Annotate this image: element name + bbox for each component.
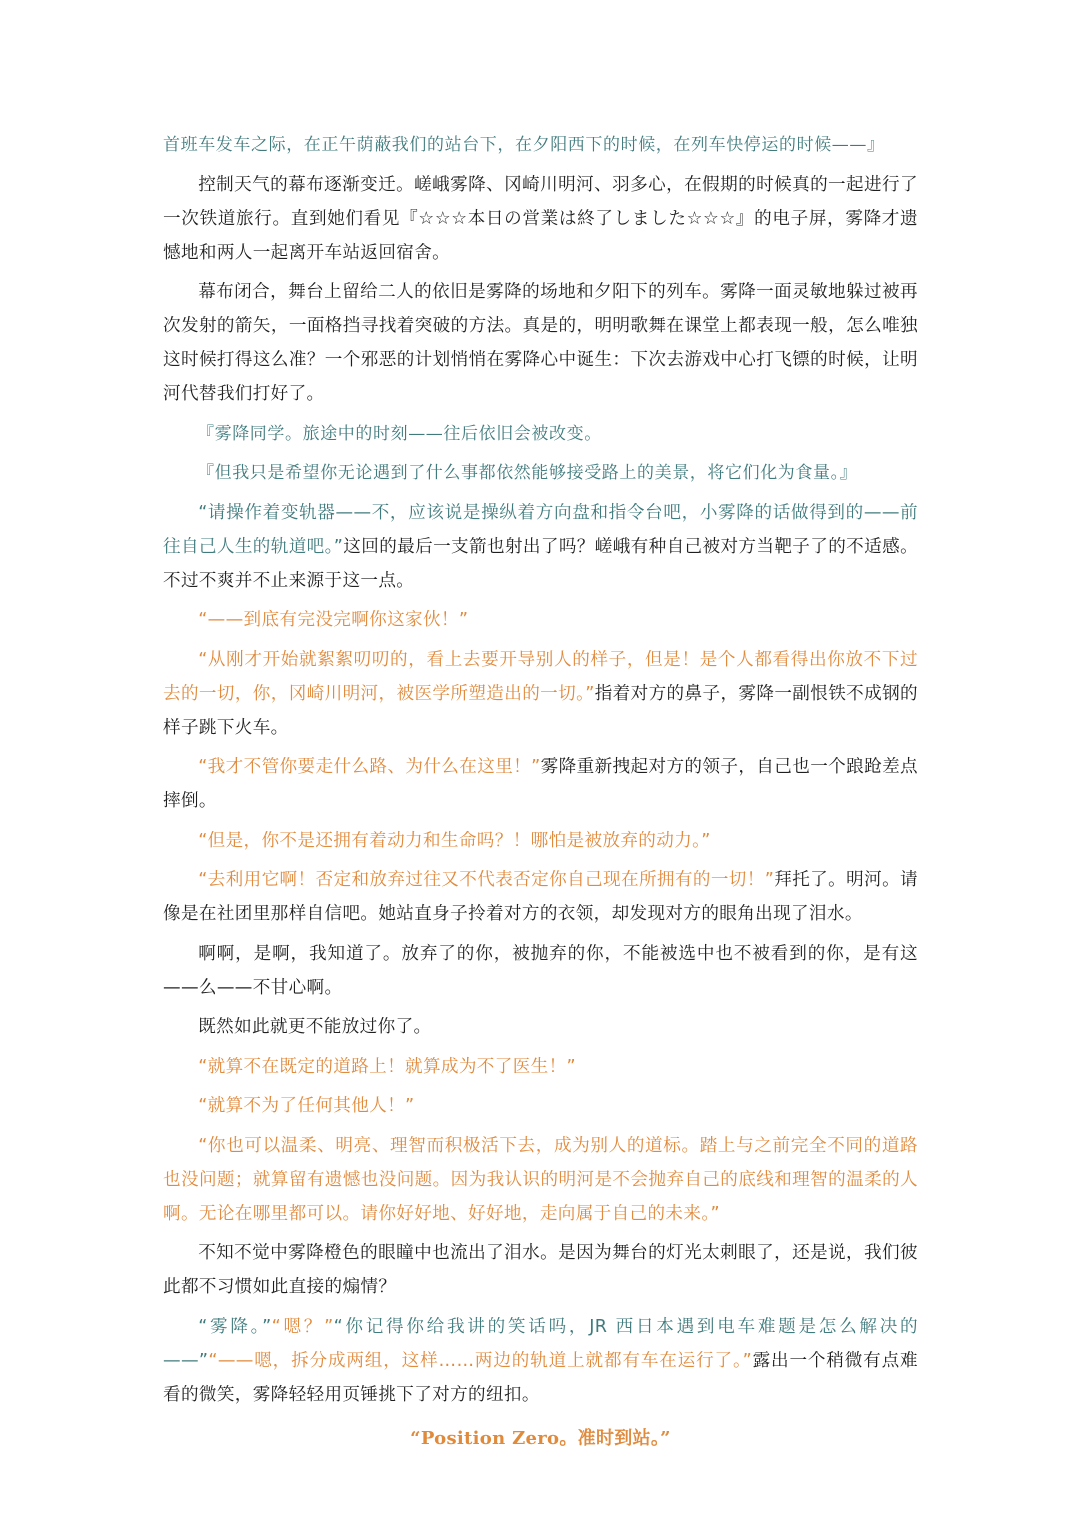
dialogue-text: “——到底有完没完啊你这家伙！” — [198, 610, 469, 630]
closing-line: “Position Zero。准时到站。” — [410, 1427, 671, 1449]
narration-text: 露出一个稍微有点难看的微笑，雾降轻轻用页锤挑下了对方的纽扣。 — [163, 1350, 918, 1405]
dialogue-text: “从刚才开始就絮絮叨叨的，看上去要开导别人的样子，但是！是个人都看得出你放不下过去的一切，你，冈崎川明河，被医学所塑造出的一切。” — [163, 649, 918, 704]
paragraph — [163, 1089, 918, 1123]
narration-text: 幕布闭合，舞台上留给二人的依旧是雾降的场地和夕阳下的列车。雾降一面灵敏地躲过被再次发射的箭矢，一面格挡寻找着突破的方法。真是的，明明歌舞在课堂上都表现一般，怎么唯独这时候打得这么准？一个邪恶的计划悄悄在雾降心中诞生：下次去游戏中心打飞镖的时候，让明河代替我们打好了。 — [163, 282, 918, 404]
body-text — [163, 128, 918, 1412]
dialogue-text: 『雾降同学。旅途中的时刻——往后依旧会被改变。 — [197, 423, 602, 444]
dialogue-text: “你也可以温柔、明亮、理智而积极活下去，成为别人的道标。踏上与之前完全不同的道路也没问题；就算留有遗憾也没问题。因为我认识的明河是不会抛弃自己的底线和理智的温柔的人啊。无论在哪里都可以。请你好好地、好好地，走向属于自己的未来。” — [163, 1135, 918, 1224]
narration-text: 雾降重新拽起对方的领子，自己也一个踉跄差点摔倒。 — [163, 757, 919, 811]
dialogue-text: “请操作着变轨器——不，应该说是操纵着方向盘和指令台吧，小雾降的话做得到的——前往自己人生的轨道吧。” — [163, 502, 918, 557]
narration-text: 控制天气的幕布逐渐变迁。嵯峨雾降、冈崎川明河、羽多心，在假期的时候真的一起进行了一次铁道旅行。直到她们看见『☆☆☆本日の営業は終了しました☆☆☆』的电子屏，雾降才遗憾地和两人一起离开车站返回宿舍。 — [163, 174, 918, 263]
paragraph — [163, 168, 918, 270]
narration-text: 指着对方的鼻子，雾降一副恨铁不成钢的样子跳下火车。 — [163, 683, 918, 738]
paragraph — [163, 417, 918, 451]
paragraph — [163, 937, 918, 1005]
narration-text: 拜托了。明河。请像是在社团里那样自信吧。她站直身子拎着对方的衣领，却发现对方的眼角出现了泪水。 — [163, 870, 918, 924]
paragraph — [163, 643, 918, 745]
paragraph — [163, 1050, 918, 1084]
dialogue-text: “雾降。” — [198, 1316, 272, 1337]
paragraph — [163, 456, 918, 490]
paragraph — [163, 1310, 918, 1412]
dialogue-text: 首班车发车之际，在正午荫蔽我们的站台下，在夕阳西下的时候，在列车快停运的时候——』 — [163, 135, 885, 155]
dialogue-text: “就算不在既定的道路上！就算成为不了医生！” — [198, 1056, 576, 1077]
paragraph — [163, 275, 918, 411]
narration-text: 不知不觉中雾降橙色的眼瞳中也流出了泪水。是因为舞台的灯光太刺眼了，还是说，我们彼此都不习惯如此直接的煽情？ — [163, 1243, 918, 1297]
paragraph — [163, 863, 918, 931]
dialogue-text: “去利用它啊！否定和放弃过往又不代表否定你自己现在所拥有的一切！” — [198, 870, 775, 890]
paragraph — [163, 1236, 918, 1304]
narration-text: 啊啊，是啊，我知道了。放弃了的你，被抛弃的你，不能被选中也不被看到的你，是有这——么——不甘心啊。 — [163, 943, 918, 998]
paragraph — [163, 1129, 918, 1231]
dialogue-text: “就算不为了任何其他人！” — [198, 1096, 415, 1116]
paragraph — [163, 1010, 918, 1044]
dialogue-text: “但是，你不是还拥有着动力和生命吗？！哪怕是被放弃的动力。” — [198, 830, 711, 851]
paragraph — [163, 750, 918, 818]
dialogue-text: “我才不管你要走什么路、为什么在这里！” — [198, 757, 541, 777]
document-page — [163, 128, 918, 1456]
paragraph — [163, 496, 918, 598]
paragraph — [163, 603, 918, 637]
dialogue-text: 『但我只是希望你无论遇到了什么事都依然能够接受路上的美景，将它们化为食量。』 — [197, 463, 858, 483]
dialogue-text: “——嗯，拆分成两组，这样……两边的轨道上就都有车在运行了。” — [208, 1350, 753, 1371]
narration-text: 这回的最后一支箭也射出了吗？嵯峨有种自己被对方当靶子了的不适感。不过不爽并不止来源于这一点。 — [163, 536, 919, 591]
dialogue-text: “嗯？” — [271, 1316, 334, 1337]
paragraph — [163, 824, 918, 858]
narration-text: 既然如此就更不能放过你了。 — [198, 1017, 432, 1037]
paragraph — [163, 128, 918, 162]
dialogue-text: “你记得你给我讲的笑话吗，JR 西日本遇到电车难题是怎么解决的——” — [163, 1316, 918, 1371]
